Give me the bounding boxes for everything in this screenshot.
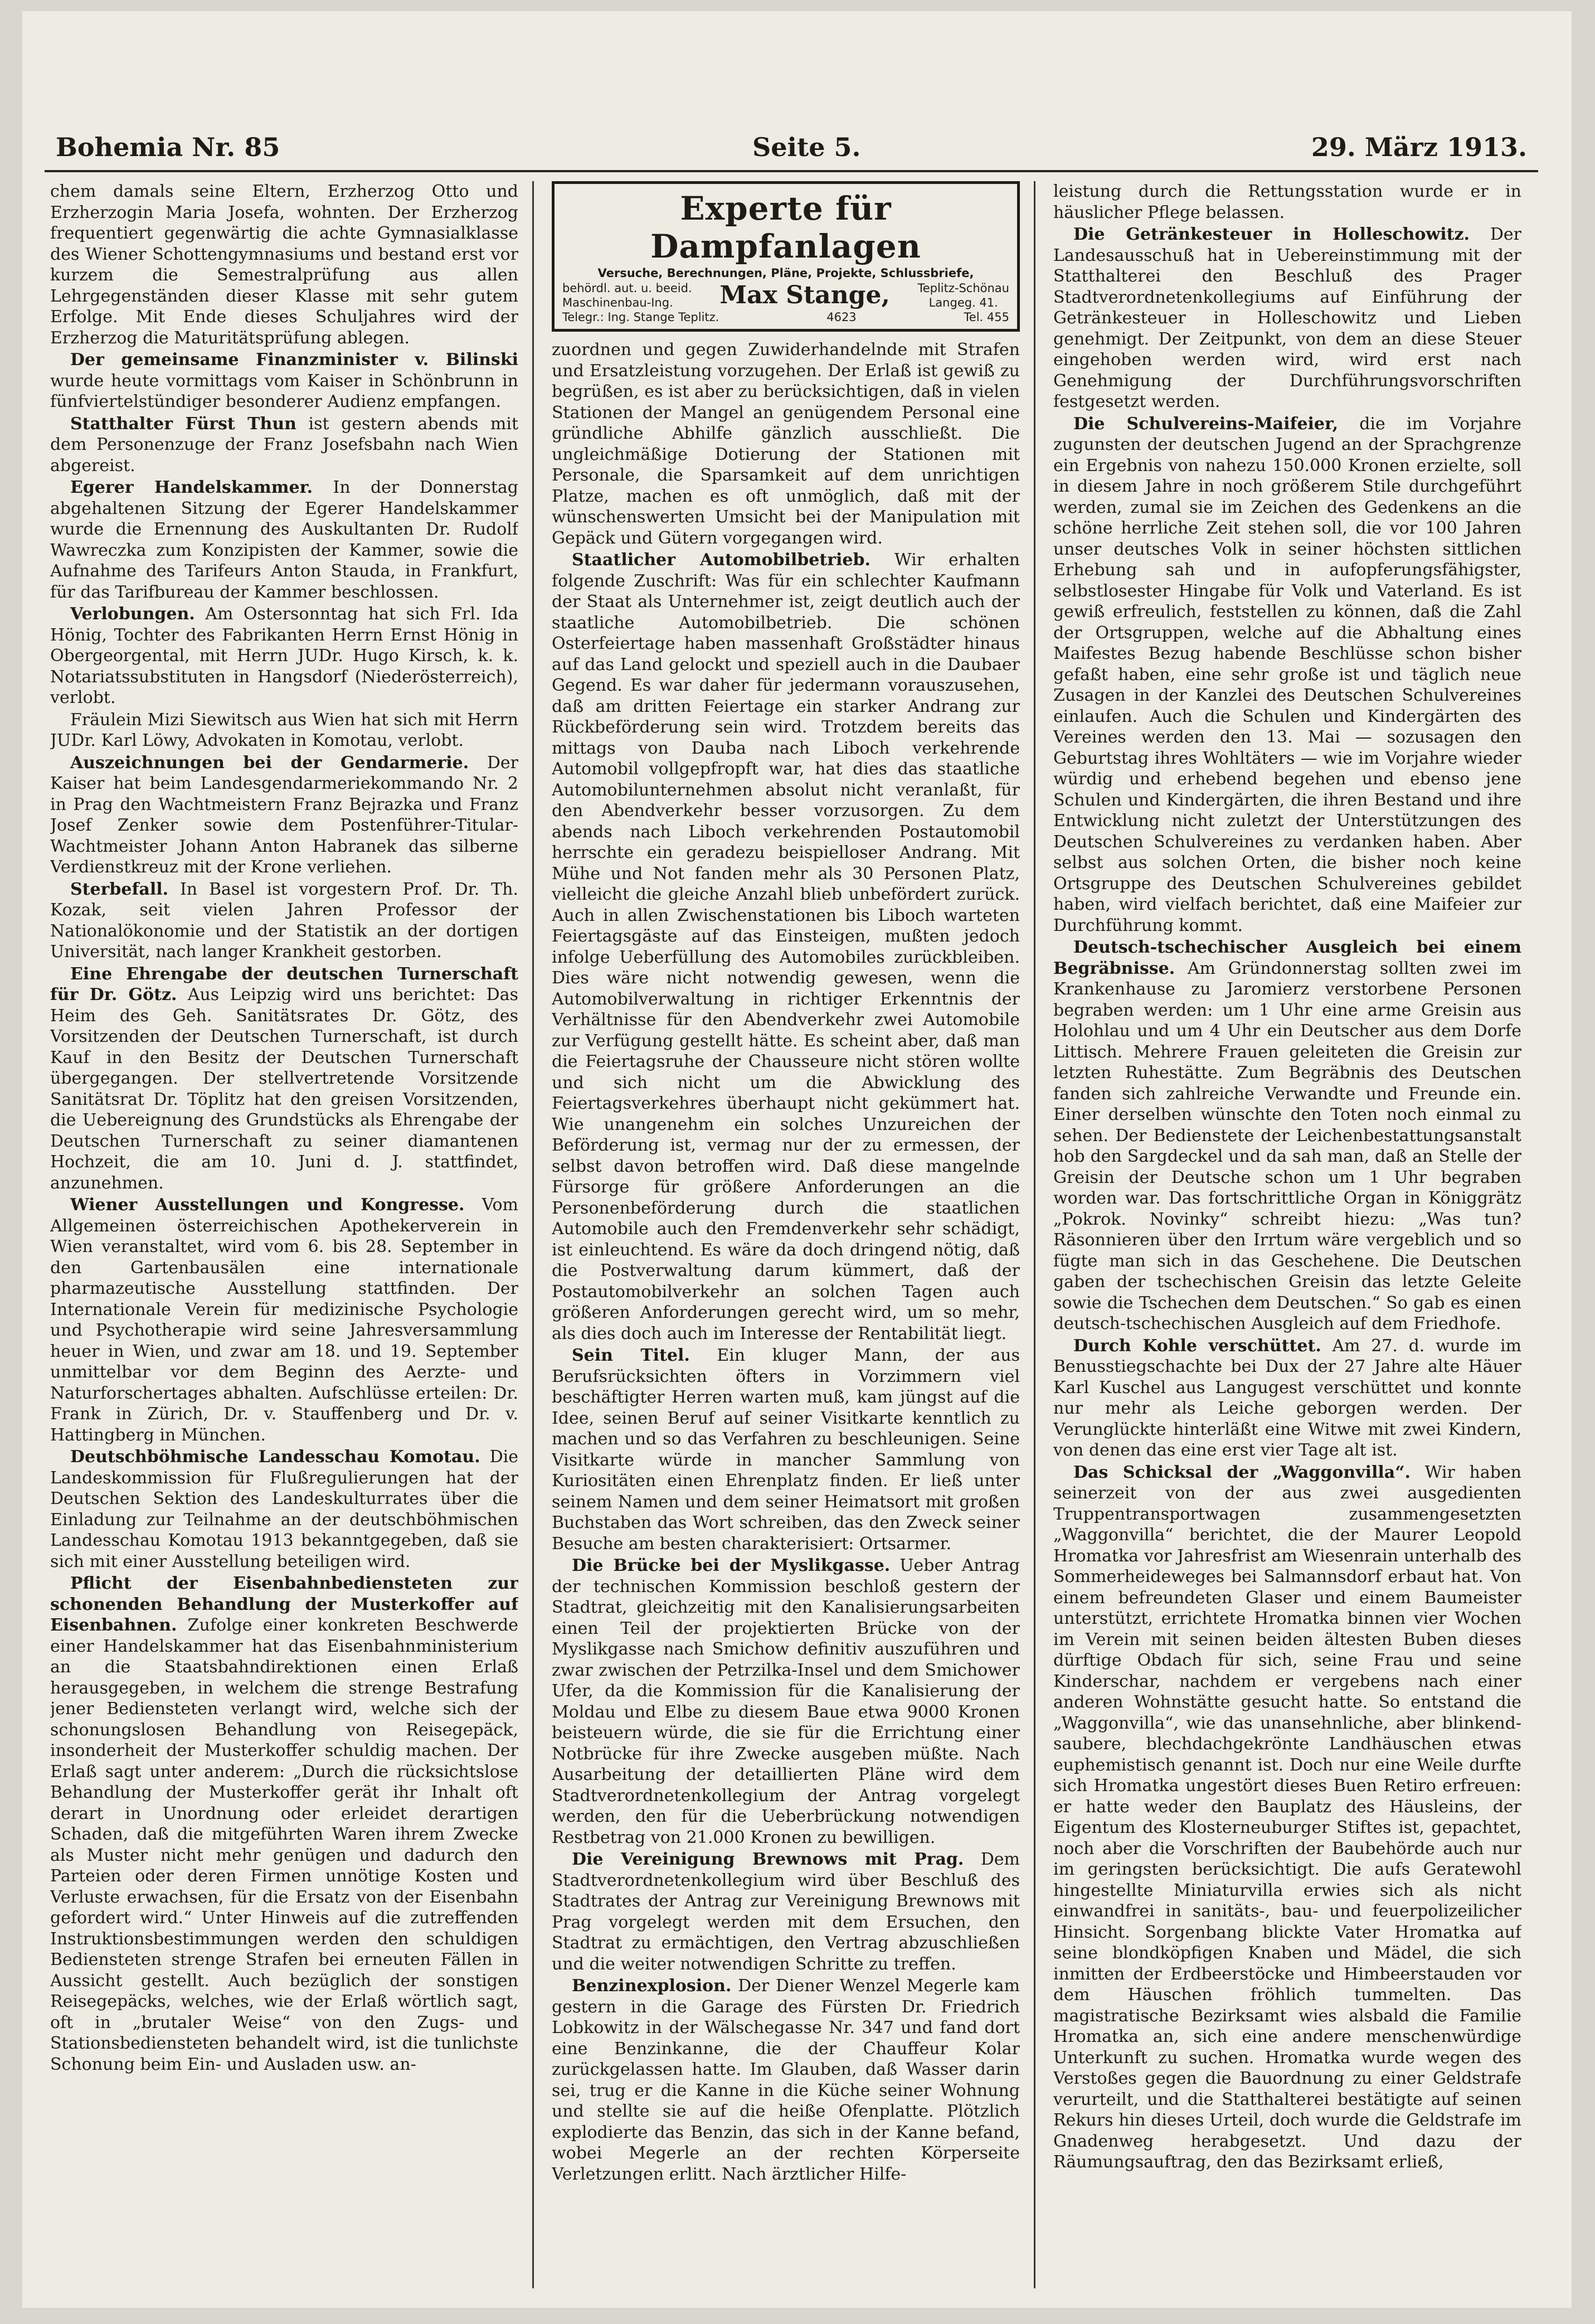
article: [1053, 1336, 1521, 1461]
article-body: ist gestern abends mit dem Personenzuge der Franz Josefsbahn nach Wien abgereist.: [50, 414, 518, 476]
article: Fräulein Mizi Siewitsch aus Wien hat sich mit Herrn JUDr. Karl Löwy, Advokaten in Komotau, verlobt.: [50, 710, 518, 750]
article-body: Der Landesausschuß hat in Uebereinstimmung mit der Statthalterei den Beschluß des Prager Stadtverordnetenkollegiums auf Einführung der Getränkesteuer in Holleschowitz und Lieben genehmigt. Der Zeitpunkt, von dem an diese Steuer eingehoben werden wird, wird erst nach Genehmigung der Durchführungsvorschriften festgesetzt werden.: [1053, 225, 1521, 411]
article-body: In der Donnerstag abgehaltenen Sitzung der Egerer Handelskammer wurde die Ernennung des Auskultanten Dr. Rudolf Wawreczka zum Konzipisten der Kammer, sowie die Aufnahme des Tarifeurs Anton Stauda, in Frankfurt, für das Tarifbureau der Kammer beschlossen.: [50, 478, 518, 602]
article: [50, 1447, 518, 1572]
issue-date: 29. März 1913.: [1311, 132, 1527, 162]
ad-credentials: [562, 281, 692, 310]
ad-title: Experte für Dampfanlagen: [650, 190, 921, 265]
article-heading: Die Brücke bei der Myslikgasse.: [572, 1556, 891, 1575]
newspaper-page: [22, 11, 1572, 2308]
article-heading: Auszeichnungen bei der Gendarmerie.: [70, 753, 469, 773]
article: [50, 879, 518, 963]
article: [552, 1345, 1020, 1554]
article: [50, 1573, 518, 2075]
article-body: Am Gründonnerstag sollten zwei im Krankenhause zu Jaromierz verstorbene Personen begraben werden: um 1 Uhr eine arme Greisin aus Holohlau und um 4 Uhr ein Deutscher aus dem Dorfe Littisch. Mehrere Frauen geleiteten die Greisin zur letzten Ruhestätte. Zum Begräbnis des Deutschen fanden sich zahlreiche Verwandte und Freunde ein. Einer derselben wünschte den Toten noch einmal zu sehen. Der Bedienstete der Leichenbestattungsanstalt hob den Sargdeckel und da sah man, daß an Stelle der Greisin der Deutsche schon um 1 Uhr begraben worden war. Das fortschrittliche Organ in Königgrätz „Pokrok. Novinky“ schreibt hiezu: „Was tun? Räsonnieren über den Irrtum wäre vergeblich und so fügte man sich in das Geschehene. Die Deutschen gaben der tschechischen Greisin das letzte Geleite sowie die Tschechen dem Deutschen.“ So gab es einen deutsch-tschechischen Ausgleich auf dem Friedhofe.: [1053, 958, 1521, 1333]
article-heading: Das Schicksal der „Waggonvilla“.: [1073, 1462, 1411, 1482]
article: [50, 964, 518, 1194]
article-body: Am 27. d. wurde im Benusstiegschachte bei Dux der 27 Jahre alte Häuer Karl Kuschel aus Langugest verschüttet und konnte nur mehr als Leiche geborgen werden. Der Verunglückte hinterläßt eine Witwe mit zwei Kindern, von denen das eine erst vier Tage alt ist.: [1053, 1336, 1521, 1460]
article: [1053, 414, 1521, 937]
article-continuation: leistung durch die Rettungsstation wurde er in häuslicher Pflege belassen.: [1053, 182, 1521, 222]
article-heading: Pflicht der Eisenbahnbediensteten zur schonenden Behandlung der Musterkoffer auf Eisenbahnen.: [50, 1574, 518, 1635]
ad-row: [562, 281, 1009, 310]
ad-footer: [562, 310, 1009, 324]
article-body: Der Kaiser hat beim Landesgendarmeriekommando Nr. 2 in Prag den Wachtmeistern Franz Bejrazka und Franz Josef Zenker sowie dem Postenführer-Titular-Wachtmeister Johann Anton Habranek das silberne Verdienstkreuz mit der Krone verliehen.: [50, 753, 518, 877]
article: [50, 604, 518, 709]
article: [1053, 1462, 1521, 2173]
column-rule: [532, 181, 534, 2288]
article-body: Dem Stadtverordnetenkollegium wird über Beschluß des Stadtrates der Antrag zur Vereinigung Brewnows mit Prag vorgelegt werden mit dem Ersuchen, den Stadtrat zu ermächtigen, den Vertrag abzuschließen und die weiter notwendigen Schritte zu treffen.: [552, 1850, 1020, 1974]
article-heading: Verlobungen.: [70, 604, 195, 624]
article-body: In Basel ist vorgestern Prof. Dr. Th. Kozak, seit vielen Jahren Professor der Nationalökonomie und der Statistik an der dortigen Universität, nach langer Krankheit gestorben.: [50, 879, 518, 962]
article-heading: Deutschböhmische Landesschau Komotau.: [70, 1447, 480, 1467]
article-heading: Durch Kohle verschüttet.: [1073, 1336, 1321, 1356]
article-heading: Egerer Handelskammer.: [70, 478, 313, 497]
article-heading: Benzinexplosion.: [572, 1976, 732, 1996]
article-body: Der Diener Wenzel Megerle kam gestern in die Garage des Fürsten Dr. Friedrich Lobkowitz in der Wälschegasse Nr. 347 und fand dort eine Benzinkanne, die der Chauffeur Kolar zurückgelassen hatte. Im Glauben, daß Wasser darin sei, trug er die Kanne in die Küche seiner Wohnung und stellte sie auf die heiße Ofenplatte. Plötzlich explodierte das Benzin, das sich in der Kanne befand, wobei Megerle an der rechten Körperseite Verletzungen erlitt. Nach ärztlicher Hilfe-: [552, 1976, 1020, 2184]
article: [552, 1976, 1020, 2185]
ad-line1: behördl. aut. u. beeid.: [562, 282, 692, 295]
article-body: Ueber Antrag der technischen Kommission beschloß gestern der Stadtrat, gleichzeitig mit den Kanalisierungsarbeiten einen Teil der projektierten Brücke von der Myslikgasse nach Smichow definitiv auszuführen und zwar zwischen der Petrzilka-Insel und dem Smichower Ufer, da die Kommission für die Kanalisierung der Moldau und Elbe zu diesem Baue etwa 9000 Kronen beisteuern würde, die sie für die Errichtung einer Notbrücke für ihre Zwecke ausgeben müßte. Nach Ausarbeitung der detaillierten Pläne wird dem Stadtverordnetenkollegium der Antrag vorgelegt werden, den für die Ueberbrückung notwendigen Restbetrag von 21.000 Kronen zu bewilligen.: [552, 1556, 1020, 1847]
article-body: die im Vorjahre zugunsten der deutschen Jugend an der Sprachgrenze ein Ergebnis von nahezu 150.000 Kronen erzielte, soll in diesem Jahre in noch größerem Stile durchgeführt werden, zumal sie im Zeichen des Gedenkens an die schöne herrliche Zeit stehen soll, die vor 100 Jahren unser deutsches Volk in seiner höchsten sittlichen Erhebung sah und in aufopferungsfähigster, selbstlosester Hingabe für Volk und Vaterland. Es ist gewiß erfreulich, feststellen zu können, daß die Zahl der Ortsgruppen, welche auf die Abhaltung eines Maifestes Bezug habende Beschlüsse schon bisher gefaßt haben, eine sehr große ist und täglich neue Zusagen in der Kanzlei des Deutschen Schulvereines einlaufen. Auch die Schulen und Kindergärten des Vereines werden den 13. Mai — sozusagen den Geburtstag ihres Wohltäters — wie im Vorjahre wieder würdig und erhebend begehen und ebenso jene Schulen und Kindergärten, die ihren Bestand und ihre Entwicklung nicht zuletzt der Unterstützungen des Deutschen Schulvereines zu verdanken haben. Aber selbst aus solchen Orten, die bisher noch keine Ortsgruppe des Deutschen Schulvereines gebildet haben, wird vielfach berichtet, daß eine Maifeier zur Durchführung kommt.: [1053, 414, 1521, 935]
article-body: Am Ostersonntag hat sich Frl. Ida Hönig, Tochter des Fabrikanten Herrn Ernst Hönig in Obergeorgental, mit Herrn JUDr. Hugo Kirsch, k. k. Notariatssubstituten in Hangsdorf (Niederösterreich), verlobt.: [50, 604, 518, 707]
article-body: Die Landeskommission für Flußregulierungen hat der Deutschen Sektion des Landeskulturrates über die Einladung zur Teilnahme an der deutschböhmischen Landesschau Komotau 1913 bekanntgegeben, daß sie sich mit einer Ausstellung beteiligen wird.: [50, 1447, 518, 1571]
article-continuation: chem damals seine Eltern, Erzherzog Otto und Erzherzogin Maria Josefa, wohnten. Der Erzherzog frequentiert gegenwärtig die achte Gymnasialklasse des Wiener Schottengymnasiums und bestand erst vor kurzem die Semestralprüfung aus allen Lehrgegenständen dieser Klasse mit sehr gutem Erfolge. Mit Ende dieses Schuljahres wird der Erzherzog die Maturitätsprüfung ablegen.: [50, 182, 518, 348]
article-heading: Wiener Ausstellungen und Kongresse.: [70, 1195, 465, 1215]
article-heading: Sterbefall.: [70, 879, 169, 899]
article: [50, 414, 518, 477]
ad-place: Teplitz-Schönau: [917, 282, 1009, 295]
article-heading: Eine Ehrengabe der deutschen Turnerschaft für Dr. Götz.: [50, 964, 518, 1005]
article: [50, 477, 518, 603]
article-body: Wir haben seinerzeit von der aus zwei ausgedienten Truppentransportwagen zusammengesetzten „Waggonvilla“ berichtet, die der Maurer Leopold Hromatka vor Jahresfrist am Wiesenrain unterhalb des Sommerheideweges bei Salmannsdorf erbaut hat. Von einem befreundeten Glaser und einem Baumeister unterstützt, errichtete Hromatka binnen vier Wochen im Verein mit seinen beiden ältesten Buben dieses dürftige Obdach für sich, seine Frau und seine Kinderschar, nachdem er vergebens nach einer anderen Wohnstätte gesucht hatte. So entstand die „Waggonvilla“, wie das unansehnliche, aber blinkend-saubere, blechdachgekrönte Landhäuschen etwas euphemistisch genannt ist. Doch nur eine Weile durfte sich Hromatka ungestört dieses Buen Retiro erfreuen: er hatte weder den Bauplatz des Häusleins, der Eigentum des Klosterneuburger Stiftes ist, gepachtet, noch aber die Vorschriften der Baubehörde auch nur im geringsten berücksichtigt. Die aufs Geratewohl hingestellte Miniaturvilla erwies sich als nicht einwandfrei in sanitäts-, bau- und feuerpolizeilicher Hinsicht. Sorgenbang blickte Vater Hromatka auf seine blondköpfigen Knaben und Mädel, die sich inmitten der Erdbeerstöcke und Himbeerstauden vor dem Häuschen fröhlich tummelten. Das magistratische Bezirksamt wies alsbald die Familie Hromatka an, sich eine andere menschenwürdige Unterkunft zu suchen. Hromatka wurde wegen des Verstoßes gegen die Bauordnung zu einer Geldstrafe verurteilt, und die Statthalterei bestätigte auf seinen Rekurs hin dieses Urteil, doch wurde die Geldstrafe im Gnadenweg herabgesetzt. Und dazu der Räumungsauftrag, den das Bezirksamt erließ,: [1053, 1462, 1521, 2172]
column-1: [50, 181, 518, 2288]
ad-line2: Maschinenbau-Ing.: [562, 296, 673, 309]
ad-street: Langeg. 41.: [928, 296, 998, 309]
column-rule: [1034, 181, 1035, 2288]
article-body: Zufolge einer konkreten Beschwerde einer Handelskammer hat das Eisenbahnministerium an die Staatsbahndirektionen einen Erlaß herausgegeben, in welchem die strenge Bestrafung jener Bediensteten verlangt wird, welche sich der schonungslosen Behandlung von Reisegepäck, insonderheit der Musterkoffer schuldig machen. Der Erlaß sagt unter anderem: „Durch die rücksichtslose Behandlung der Musterkoffer gerät ihr Inhalt oft derart in Unordnung oder erleidet derartigen Schaden, daß die mitgeführten Waren ihrem Zwecke als Muster nicht mehr genügen und dadurch den Parteien oder deren Firmen unnötige Kosten und Verluste erwachsen, für die Ersatz von der Eisenbahn gefordert wird.“ Unter Hinweis auf die zutreffenden Instruktionsbestimmungen werden den schuldigen Bediensteten strenge Strafen bei erneuten Fällen in Aussicht gestellt. Auch bezüglich der sonstigen Reisegepäcks, welches, wie der Erlaß wörtlich sagt, oft in „brutaler Weise“ von den Zugs- und Stationsbediensteten behandelt wird, ist die tunlichste Schonung beim Ein- und Ausladen usw. an-: [50, 1615, 518, 2074]
page-header: [45, 125, 1538, 172]
article-heading: Die Schulvereins-Maifeier,: [1073, 414, 1339, 434]
ad-telegram: Telegr.: Ing. Stange Teplitz.: [562, 310, 719, 324]
ad-address: [917, 281, 1009, 310]
article-heading: Der gemeinsame Finanzminister v. Bilinski: [70, 350, 518, 370]
article: [1053, 937, 1521, 1335]
ad-name: Max Stange,: [719, 281, 890, 309]
article-body: wurde heute vormittags vom Kaiser in Schönbrunn in fünfviertelstündiger besonderer Audienz empfangen.: [50, 371, 518, 411]
article-heading: Sein Titel.: [572, 1346, 690, 1365]
article-body: Ein kluger Mann, der aus Berufsrücksichten öfters in Vorzimmern viel beschäftigter Herren warten muß, kam jüngst auf die Idee, seinen Beruf auf seiner Visitkarte kenntlich zu machen und so das Verfahren zu beschleunigen. Seine Visitkarte würde in mancher Sammlung von Kuriositäten einen Ehrenplatz finden. Er ließ unter seinem Namen und dem seiner Heimatsort mit großen Buchstaben das Wort schreiben, das den Zweck seiner Besuche am besten charakterisiert: Ortsarmer.: [552, 1346, 1020, 1554]
advertisement: [552, 181, 1020, 332]
article: [552, 550, 1020, 1344]
article-body: Wir erhalten folgende Zuschrift: Was für ein schlechter Kaufmann der Staat als Unternehmer ist, zeigt deutlich auch der staatliche Automobilbetrieb. Die schönen Osterfeiertage haben massenhaft Großstädter hinaus auf das Land gelockt und speziell auch in die Daubaer Gegend. Es war daher für jedermann vorauszusehen, daß am dritten Feiertage ein starker Andrang zur Rückbeförderung sein wird. Trotzdem bereits das mittags von Dauba nach Liboch verkehrende Automobil vollgepfropft war, hat dies das staatliche Automobilunternehmen absolut nicht veranlaßt, für den Abendverkehr besser vorzusorgen. Zu dem abends nach Liboch verkehrenden Postautomobil herrschte ein geradezu beispielloser Andrang. Mit Mühe und Not fanden mehr als 30 Personen Platz, vielleicht die gleiche Anzahl blieb unbefördert zurück. Auch in allen Zwischenstationen bis Liboch warteten Feiertagsgäste auf das Einsteigen, mußten jedoch infolge Ueberfüllung des Automobiles zurückbleiben. Dies wäre nicht notwendig gewesen, wenn die Automobilverwaltung in richtiger Erkenntnis der Verhältnisse für den Abendverkehr zwei Automobile zur Verfügung gestellt hätte. Es scheint aber, daß man die Feiertagsruhe der Chausseure nicht stören wollte und sich nicht um die Abwicklung des Feiertagsverkehres überhaupt nicht gekümmert hat. Wie unangenehm ein solches Unzureichen der Beförderung ist, vermag nur der zu ermessen, der selbst davon betroffen wird. Daß diese mangelnde Fürsorge für größere Anforderungen an die Personenbeförderung durch die staatlichen Automobile auch den Fremdenverkehr sehr schädigt, ist einleuchtend. Es wäre da doch dringend nötig, daß die Postverwaltung darum kümmert, daß der Postautomobilverkehr an solchen Tagen auch größeren Anforderungen gerecht wird, um so mehr, als dies doch auch im Interesse der Rentabilität liegt.: [552, 550, 1020, 1343]
column-3: [1053, 181, 1521, 2288]
article-heading: Deutsch-tschechischer Ausgleich bei einem Begräbnisse.: [1053, 938, 1521, 978]
page-number: Seite 5.: [752, 132, 861, 162]
article: [552, 1555, 1020, 1848]
article-heading: Staatlicher Automobilbetrieb.: [572, 550, 871, 570]
article: [50, 350, 518, 413]
ad-services: Versuche, Berechnungen, Pläne, Projekte, Schlussbriefe,: [597, 266, 974, 280]
ad-number: 4623: [826, 310, 857, 324]
article: [1053, 224, 1521, 413]
article-continuation: zuordnen und gegen Zuwiderhandelnde mit Strafen und Ersatzleistung vorzugehen. Der Erlaß ist gewiß zu begrüßen, es ist aber zu berücksichtigen, daß in vielen Stationen der Mangel an genügendem Personal eine gründliche Abhilfe gänzlich ausschließt. Die ungleichmäßige Dotierung der Stationen mit Personale, die Sparsamkeit auf dem unrichtigen Platze, machen es oft unmöglich, daß mit der wünschenswerten Umsicht bei der Manipulation mit Gepäck und Gütern vorgegangen wird.: [552, 340, 1020, 548]
article: [50, 1195, 518, 1445]
article-heading: Die Getränkesteuer in Holleschowitz.: [1073, 225, 1470, 244]
article-body: Aus Leipzig wird uns berichtet: Das Heim des Geh. Sanitätsrates Dr. Götz, des Vorsitzenden der Deutschen Turnerschaft, ist durch Kauf in den Besitz der Deutschen Turnerschaft übergegangen. Der stellvertretende Vorsitzende Sanitätsrat Dr. Töplitz hat den greisen Vorsitzenden, die Uebereignung des Grundstücks als Ehrengabe der Deutschen Turnerschaft zu seiner diamantenen Hochzeit, die am 10. Juni d. J. stattfindet, anzunehmen.: [50, 985, 518, 1193]
column-2: [552, 181, 1020, 2288]
masthead-issue: Bohemia Nr. 85: [56, 132, 280, 162]
ad-tel: Tel. 455: [964, 310, 1009, 324]
article-body: Vom Allgemeinen österreichischen Apothekerverein in Wien veranstaltet, wird vom 6. bis 28. September in den Gartenbausälen eine internationale pharmazeutische Ausstellung stattfinden. Der Internationale Verein für medizinische Psychologie und Psychotherapie wird seine Jahresversammlung heuer in Wien, und zwar am 18. und 19. September unmittelbar vor dem Beginn des Aerzte- und Naturforschertages abhalten. Aufschlüsse erteilen: Dr. Frank in Zürich, Dr. v. Stauffenberg und Dr. v. Hattingberg in München.: [50, 1195, 518, 1445]
article-heading: Statthalter Fürst Thun: [70, 414, 296, 434]
article: [50, 753, 518, 878]
article: [552, 1849, 1020, 1974]
article-heading: Die Vereinigung Brewnows mit Prag.: [572, 1850, 964, 1869]
